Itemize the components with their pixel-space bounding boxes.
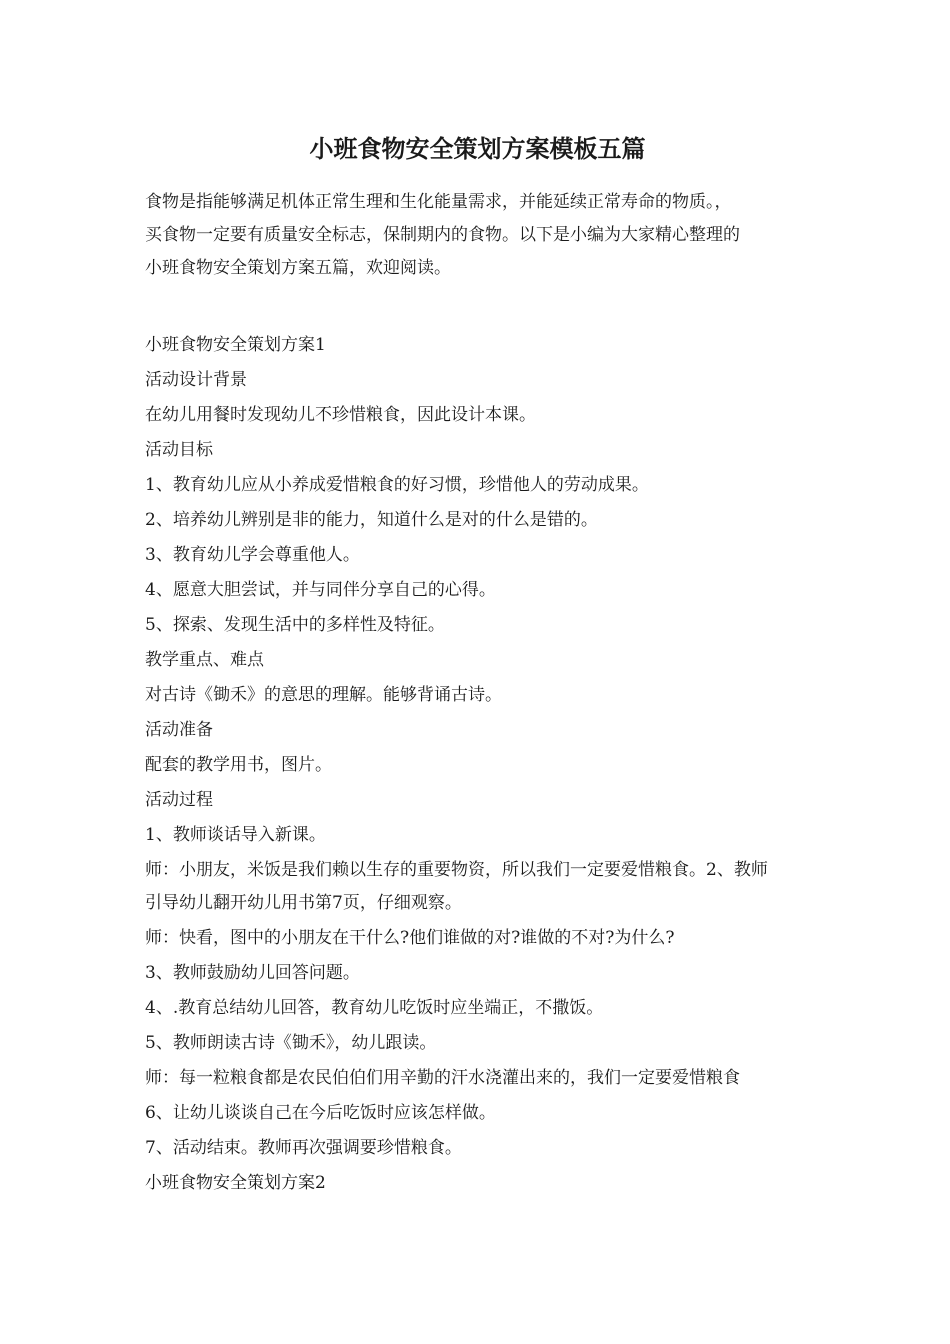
list-item: 7、活动结束。教师再次强调要珍惜粮食。 [145, 1138, 462, 1158]
list-item: 5、探索、发现生活中的多样性及特征。 [145, 615, 445, 635]
list-item: 1、教师谈话导入新课。 [145, 825, 326, 845]
subheading: 活动目标 [145, 440, 213, 460]
paragraph: 师：每一粒粮食都是农民伯伯们用辛勤的汗水浇灌出来的，我们一定要爱惜粮食 [145, 1068, 740, 1088]
paragraph-line: 引导幼儿翻开幼儿用书第7页，仔细观察。 [145, 893, 462, 913]
document-body [145, 329, 810, 1202]
section-heading: 小班食物安全策划方案2 [145, 1173, 326, 1193]
subheading: 活动设计背景 [145, 370, 247, 390]
list-item: 3、教师鼓励幼儿回答问题。 [145, 963, 360, 983]
list-item: 1、教育幼儿应从小养成爱惜粮食的好习惯，珍惜他人的劳动成果。 [145, 475, 649, 495]
list-item: 2、培养幼儿辨别是非的能力，知道什么是对的什么是错的。 [145, 510, 598, 530]
intro-paragraph [145, 186, 810, 285]
intro-line: 买食物一定要有质量安全标志，保制期内的食物。以下是小编为大家精心整理的 [145, 225, 740, 245]
intro-line: 食物是指能够满足机体正常生理和生化能量需求，并能延续正常寿命的物质。， [145, 192, 732, 212]
list-item: 4、愿意大胆尝试，并与同伴分享自己的心得。 [145, 580, 496, 600]
paragraph: 师：快看，图中的小朋友在干什么?他们谁做的对?谁做的不对?为什么? [145, 928, 675, 948]
document-title: 小班食物安全策划方案模板五篇 [309, 134, 646, 163]
subheading: 活动准备 [145, 720, 213, 740]
subheading: 教学重点、难点 [145, 650, 264, 670]
paragraph: 对古诗《锄禾》的意思的理解。能够背诵古诗。 [145, 685, 502, 705]
section-heading: 小班食物安全策划方案1 [145, 335, 326, 355]
paragraph: 在幼儿用餐时发现幼儿不珍惜粮食，因此设计本课。 [145, 405, 536, 425]
list-item: 5、教师朗读古诗《锄禾》，幼儿跟读。 [145, 1033, 437, 1053]
paragraph: 配套的教学用书，图片。 [145, 755, 332, 775]
paragraph-line: 师：小朋友，米饭是我们赖以生存的重要物资，所以我们一定要爱惜粮食。2、教师 [145, 860, 768, 880]
list-item: 4、.教育总结幼儿回答，教育幼儿吃饭时应坐端正，不撒饭。 [145, 998, 604, 1018]
intro-line: 小班食物安全策划方案五篇，欢迎阅读。 [145, 258, 451, 278]
list-item: 3、教育幼儿学会尊重他人。 [145, 545, 360, 565]
wrapped-paragraph [145, 854, 810, 920]
subheading: 活动过程 [145, 790, 213, 810]
list-item: 6、让幼儿谈谈自己在今后吃饭时应该怎样做。 [145, 1103, 496, 1123]
